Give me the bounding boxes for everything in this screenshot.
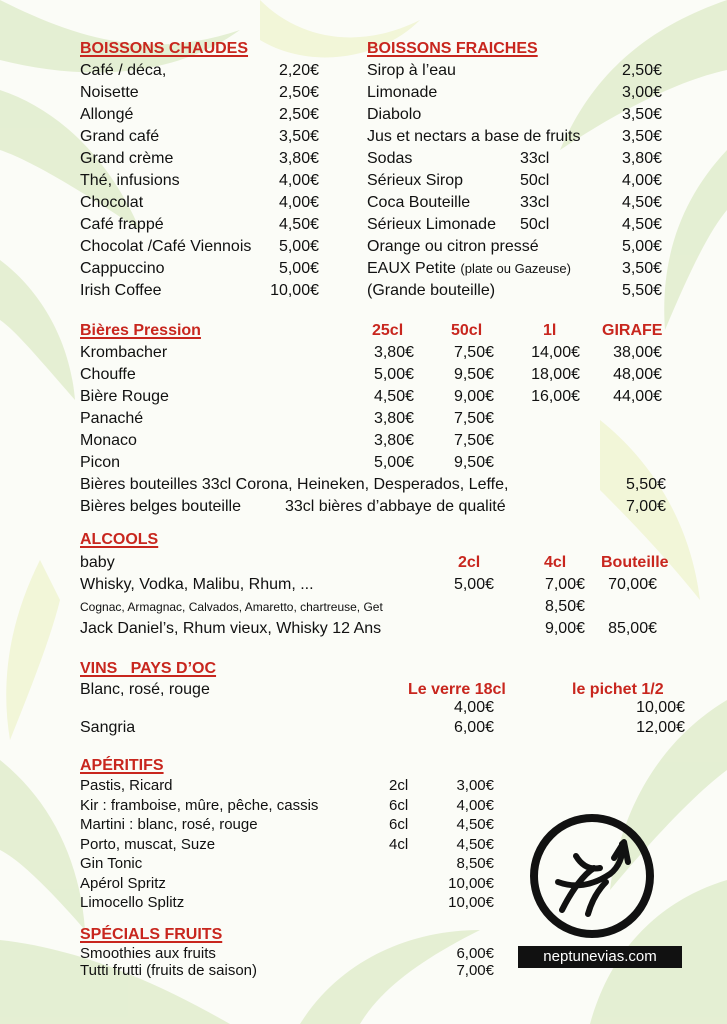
menu-item-name: Chocolat bbox=[80, 194, 144, 211]
aperitif-name: Kir : framboise, mûre, pêche, cassis bbox=[80, 796, 319, 814]
menu-item-price: 3,50€ bbox=[621, 128, 662, 145]
menu-item-size: 33cl bbox=[520, 150, 550, 167]
menu-item-price: 2,50€ bbox=[278, 84, 319, 101]
vins-col-verre: Le verre 18cl bbox=[408, 681, 506, 698]
alcool-price-2cl: 5,00€ bbox=[453, 576, 494, 593]
bieres-belges-price: 7,00€ bbox=[625, 498, 666, 515]
menu-item-price: 2,50€ bbox=[278, 106, 319, 123]
menu-item-price: 10,00€ bbox=[270, 282, 319, 299]
aperitif-size: 2cl bbox=[389, 777, 409, 794]
bieres-bouteilles-price: 5,50€ bbox=[625, 476, 666, 493]
biere-name: Picon bbox=[80, 454, 121, 471]
biere-price-girafe: 38,00€ bbox=[613, 344, 662, 361]
vins-sangria-verre: 6,00€ bbox=[453, 719, 494, 736]
menu-item-name: Sodas bbox=[367, 150, 413, 167]
boissons-chaudes-title: BOISSONS CHAUDES bbox=[80, 40, 249, 57]
menu-item-name: Orange ou citron pressé bbox=[367, 238, 539, 255]
menu-item-name: (Grande bouteille) bbox=[367, 282, 496, 299]
aperitif-price: 10,00€ bbox=[448, 874, 494, 892]
alcool-name: Jack Daniel’s, Rhum vieux, Whisky 12 Ans bbox=[80, 620, 382, 637]
menu-item-price: 3,80€ bbox=[278, 150, 319, 167]
menu-item-price: 4,50€ bbox=[621, 194, 662, 211]
bieres-belges-desc: 33cl bières d’abbaye de qualité bbox=[285, 498, 506, 515]
vins-blanc-label: Blanc, rosé, rouge bbox=[80, 681, 210, 698]
alcools-col-bouteille: Bouteille bbox=[601, 554, 669, 571]
menu-item-name: Cappuccino bbox=[80, 260, 165, 277]
boissons-fraiches-title: BOISSONS FRAICHES bbox=[367, 40, 538, 57]
alcools-col-2cl: 2cl bbox=[458, 554, 481, 571]
bieres-col-25cl: 25cl bbox=[372, 322, 404, 339]
menu-item-note: (plate ou Gazeuse) bbox=[460, 261, 571, 276]
bieres-col-50cl: 50cl bbox=[451, 322, 483, 339]
biere-price-25cl: 3,80€ bbox=[373, 344, 414, 361]
aperitif-size: 6cl bbox=[389, 796, 409, 814]
menu-item-price: 5,00€ bbox=[278, 238, 319, 255]
menu-item-price: 3,80€ bbox=[621, 150, 662, 167]
menu-item-name: Diabolo bbox=[367, 106, 422, 123]
menu-item-name: Coca Bouteille bbox=[367, 194, 471, 211]
biere-price-50cl: 9,00€ bbox=[453, 388, 494, 405]
biere-price-girafe: 44,00€ bbox=[613, 388, 662, 405]
menu-item-price: 3,50€ bbox=[621, 106, 662, 123]
biere-name: Bière Rouge bbox=[80, 388, 169, 405]
menu-item-price: 2,20€ bbox=[278, 62, 319, 79]
biere-price-1l: 18,00€ bbox=[531, 366, 580, 383]
aperitif-name: Pastis, Ricard bbox=[80, 777, 173, 794]
biere-price-50cl: 9,50€ bbox=[453, 366, 494, 383]
menu-item-price: 4,50€ bbox=[278, 216, 319, 233]
aperitif-name: Apérol Spritz bbox=[80, 874, 166, 892]
menu-item-name bbox=[367, 259, 571, 279]
menu-item-name-text: EAUX Petite bbox=[367, 260, 456, 277]
menu-item-price: 4,00€ bbox=[621, 172, 662, 189]
aperitif-name: Martini : blanc, rosé, rouge bbox=[80, 816, 258, 833]
special-price: 7,00€ bbox=[456, 962, 494, 979]
biere-price-1l: 14,00€ bbox=[531, 344, 580, 361]
alcool-name: Whisky, Vodka, Malibu, Rhum, ... bbox=[80, 576, 314, 593]
biere-name: Monaco bbox=[80, 432, 137, 449]
alcools-title: ALCOOLS bbox=[80, 531, 159, 548]
alcool-price-4cl: 9,00€ bbox=[544, 620, 585, 637]
menu-item-name: Jus et nectars a base de fruits bbox=[367, 128, 581, 145]
alcools-col-4cl: 4cl bbox=[544, 554, 567, 571]
vins-col-pichet: le pichet 1/2 bbox=[572, 681, 664, 698]
alcool-name: Cognac, Armagnac, Calvados, Amaretto, chartreuse, Get bbox=[80, 600, 383, 614]
menu-item-price: 4,00€ bbox=[278, 172, 319, 189]
menu-item-name: Café frappé bbox=[80, 216, 164, 233]
special-name: Smoothies aux fruits bbox=[80, 945, 216, 962]
menu-item-size: 50cl bbox=[520, 216, 550, 233]
biere-price-1l: 16,00€ bbox=[531, 388, 580, 405]
biere-price-50cl: 7,50€ bbox=[453, 410, 494, 427]
trident-icon bbox=[528, 812, 656, 940]
bieres-bouteilles-line: Bières bouteilles 33cl Corona, Heineken, Desperados, Leffe, bbox=[80, 476, 509, 493]
aperitif-name: Limocello Splitz bbox=[80, 894, 185, 911]
menu-item-name: Irish Coffee bbox=[80, 282, 162, 299]
menu-item-price: 3,50€ bbox=[278, 128, 319, 145]
menu-item-name: Grand café bbox=[80, 128, 160, 145]
aperitif-size: 6cl bbox=[389, 816, 409, 833]
biere-price-50cl: 7,50€ bbox=[453, 344, 494, 361]
menu-item-name: Grand crème bbox=[80, 150, 174, 167]
aperitif-price: 3,00€ bbox=[456, 777, 494, 794]
aperitif-price: 4,50€ bbox=[456, 835, 494, 853]
alcool-price-4cl: 7,00€ bbox=[544, 576, 585, 593]
vins-blanc-verre: 4,00€ bbox=[453, 699, 494, 716]
biere-price-girafe: 48,00€ bbox=[613, 366, 662, 383]
menu-item-size: 33cl bbox=[520, 194, 550, 211]
aperitifs-title: APÉRITIFS bbox=[80, 757, 164, 774]
aperitif-price: 10,00€ bbox=[448, 894, 494, 911]
biere-price-25cl: 5,00€ bbox=[373, 454, 414, 471]
menu-item-price: 4,00€ bbox=[278, 194, 319, 211]
alcool-price-bouteille: 85,00€ bbox=[608, 620, 657, 637]
menu-item-price: 5,00€ bbox=[621, 238, 662, 255]
bieres-belges-name: Bières belges bouteille bbox=[80, 498, 241, 515]
bieres-title: Bières Pression bbox=[80, 322, 201, 339]
alcools-subtitle: baby bbox=[80, 554, 115, 571]
biere-price-25cl: 4,50€ bbox=[373, 388, 414, 405]
menu-item-price: 3,00€ bbox=[621, 84, 662, 101]
bieres-col-1l: 1l bbox=[543, 322, 557, 339]
menu-item-name: Sirop à l’eau bbox=[367, 62, 456, 79]
bieres-col-girafe: GIRAFE bbox=[602, 322, 663, 339]
menu-item-name: Allongé bbox=[80, 106, 134, 123]
alcool-price-4cl: 8,50€ bbox=[544, 598, 585, 615]
biere-price-50cl: 9,50€ bbox=[453, 454, 494, 471]
aperitif-size: 4cl bbox=[389, 835, 409, 853]
menu-item-name: Thé, infusions bbox=[80, 172, 180, 189]
specials-title: SPÉCIALS FRUITS bbox=[80, 926, 223, 943]
aperitif-name: Porto, muscat, Suze bbox=[80, 835, 216, 853]
menu-item-name: Café / déca, bbox=[80, 62, 167, 79]
vins-title: VINS PAYS D’OC bbox=[80, 660, 217, 677]
menu-item-name: Sérieux Limonade bbox=[367, 216, 496, 233]
biere-name: Panaché bbox=[80, 410, 144, 427]
vins-blanc-pichet: 10,00€ bbox=[636, 699, 685, 716]
aperitif-price: 4,50€ bbox=[456, 816, 494, 833]
biere-price-25cl: 3,80€ bbox=[373, 432, 414, 449]
website-url[interactable]: neptunevias.com bbox=[518, 946, 682, 968]
aperitif-price: 4,00€ bbox=[456, 796, 494, 814]
aperitif-name: Gin Tonic bbox=[80, 855, 143, 872]
biere-name: Krombacher bbox=[80, 344, 168, 361]
alcool-price-bouteille: 70,00€ bbox=[608, 576, 657, 593]
vins-sangria-pichet: 12,00€ bbox=[636, 719, 685, 736]
menu-item-name: Chocolat /Café Viennois bbox=[80, 238, 252, 255]
menu-item-name: Noisette bbox=[80, 84, 139, 101]
aperitif-price: 8,50€ bbox=[456, 855, 494, 872]
special-price: 6,00€ bbox=[456, 945, 494, 962]
menu-item-price: 5,50€ bbox=[621, 282, 662, 299]
menu-item-size: 50cl bbox=[520, 172, 550, 189]
menu-item-price: 5,00€ bbox=[278, 260, 319, 277]
biere-price-25cl: 3,80€ bbox=[373, 410, 414, 427]
menu-item-price: 4,50€ bbox=[621, 216, 662, 233]
biere-name: Chouffe bbox=[80, 366, 136, 383]
biere-price-50cl: 7,50€ bbox=[453, 432, 494, 449]
special-name: Tutti frutti (fruits de saison) bbox=[80, 962, 257, 979]
menu-item-price: 3,50€ bbox=[621, 260, 662, 277]
menu-item-price: 2,50€ bbox=[621, 62, 662, 79]
biere-price-25cl: 5,00€ bbox=[373, 366, 414, 383]
vins-sangria-label: Sangria bbox=[80, 719, 136, 736]
menu-item-name: Limonade bbox=[367, 84, 438, 101]
menu-item-name: Sérieux Sirop bbox=[367, 172, 464, 189]
